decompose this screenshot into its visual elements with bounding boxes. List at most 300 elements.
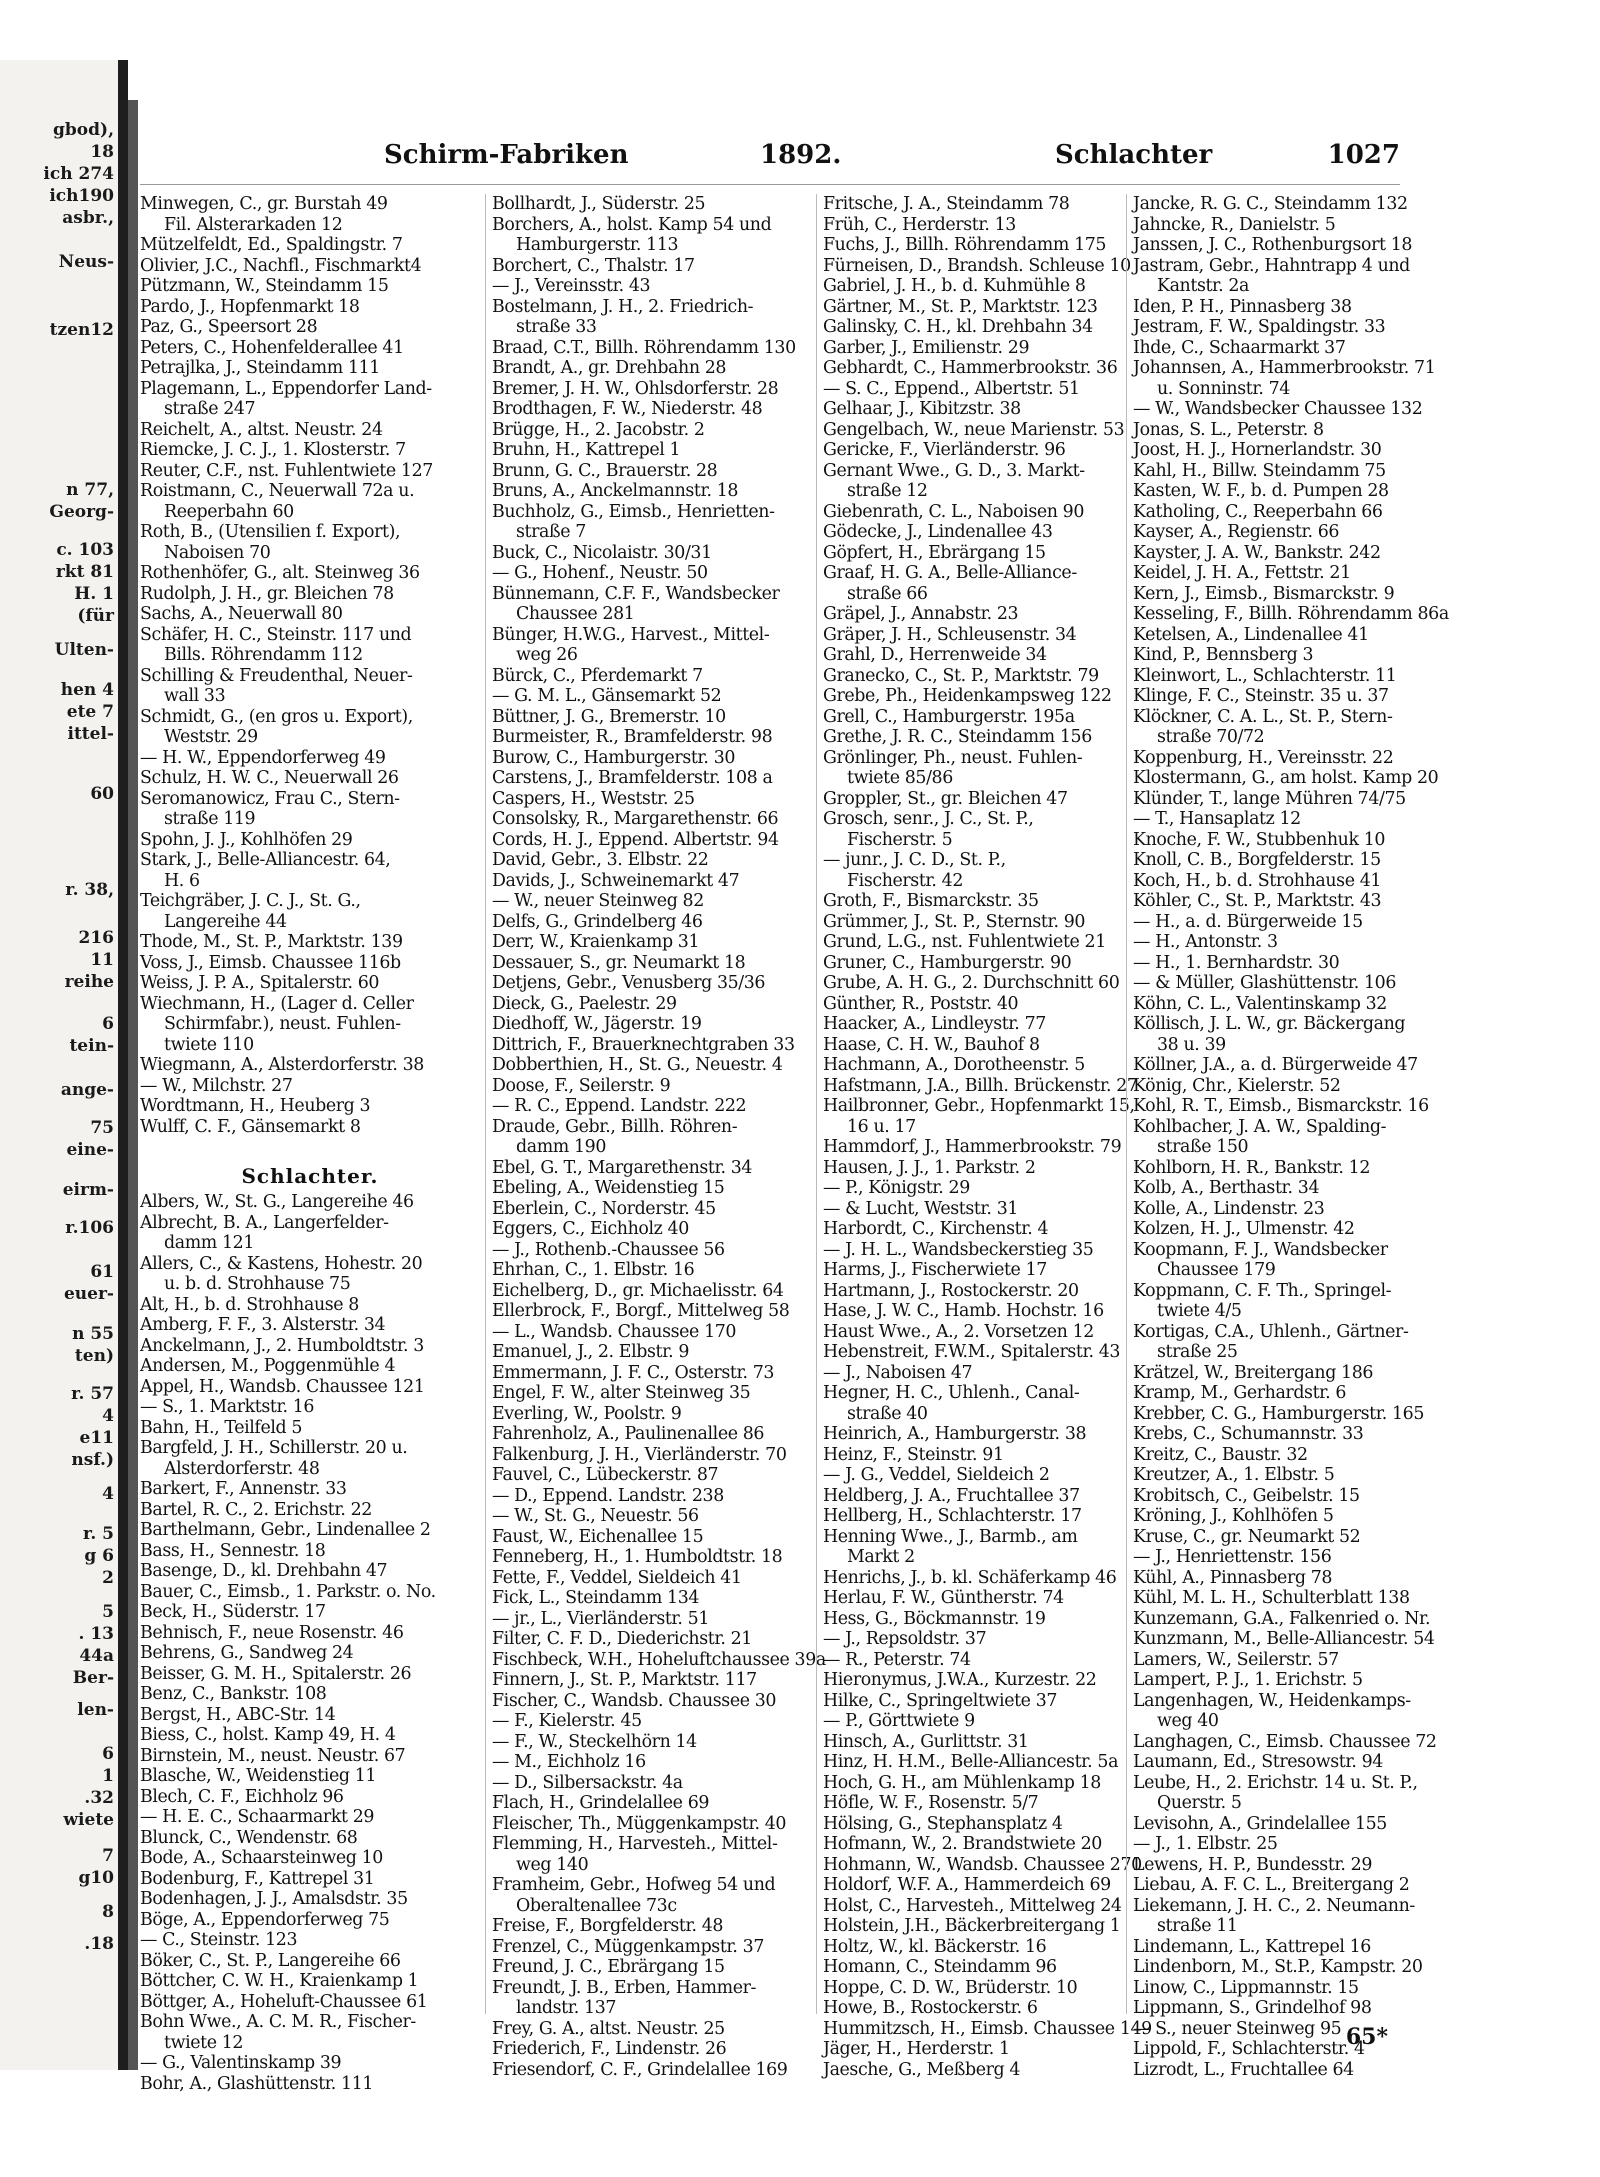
previous-page-fragment: rkt 81 <box>55 562 114 582</box>
previous-page-fragment: r.106 <box>65 1218 114 1238</box>
directory-entry-continuation: Naboisen 70 <box>164 542 271 563</box>
directory-entry: Anckelmann, J., 2. Humboldtstr. 3 <box>140 1335 424 1356</box>
directory-entry: — & Lucht, Weststr. 31 <box>823 1198 1019 1219</box>
directory-entry: Dittrich, F., Brauerknechtgraben 33 <box>492 1034 795 1055</box>
directory-entry: Giebenrath, C. L., Naboisen 90 <box>823 501 1084 522</box>
directory-entry: Voss, J., Eimsb. Chaussee 116b <box>140 952 401 973</box>
directory-entry: Bostelmann, J. H., 2. Friedrich- <box>492 296 754 317</box>
directory-entry: Kramp, M., Gerhardstr. 6 <box>1133 1383 1347 1403</box>
previous-page-fragment: euer- <box>63 1284 114 1304</box>
directory-entry: Köllner, J.A., a. d. Bürgerweide 47 <box>1133 1055 1418 1075</box>
directory-entry: Kreutzer, A., 1. Elbstr. 5 <box>1133 1465 1335 1485</box>
directory-entry: Petrajlka, J., Steindamm 111 <box>140 358 380 378</box>
directory-entry: Emmermann, J. F. C., Osterstr. 73 <box>492 1362 775 1383</box>
directory-entry: Bünger, H.W.G., Harvest., Mittel- <box>492 624 770 645</box>
directory-entry: Bürck, C., Pferdemarkt 7 <box>492 665 703 686</box>
directory-entry: Lippmann, S., Grindelhof 98 <box>1133 1998 1372 2018</box>
directory-entry: Köllisch, J. L. W., gr. Bäckergang <box>1133 1014 1406 1034</box>
directory-entry: — H., 1. Bernhardstr. 30 <box>1133 952 1340 973</box>
previous-page-fragment: 18 <box>90 142 114 162</box>
directory-entry: Lampert, P. J., 1. Erichstr. 5 <box>1133 1670 1363 1690</box>
directory-entry: Leube, H., 2. Erichstr. 14 u. St. P., <box>1133 1772 1418 1793</box>
directory-entry: Klostermann, G., am holst. Kamp 20 <box>1133 768 1439 788</box>
directory-entry: Böttger, A., Hoheluft-Chaussee 61 <box>140 1991 428 2012</box>
directory-entry: Fritsche, J. A., Steindamm 78 <box>823 194 1070 214</box>
directory-entry: Caspers, H., Weststr. 25 <box>492 788 695 809</box>
directory-entry: — J., Rothenb.-Chaussee 56 <box>492 1239 725 1260</box>
directory-entry: — S., neuer Steinweg 95 <box>1133 2018 1342 2039</box>
directory-entry: Schulz, H. W. C., Neuerwall 26 <box>140 768 399 788</box>
previous-page-fragment: r. 5 <box>82 1524 114 1544</box>
directory-entry: — S. C., Eppend., Albertstr. 51 <box>823 378 1080 399</box>
previous-page-fragment: 4 <box>102 1484 114 1504</box>
previous-page-fragment: Georg- <box>49 502 114 522</box>
directory-entry: Kayster, J. A. W., Bankstr. 242 <box>1133 542 1381 563</box>
directory-entry: Gabriel, J. H., b. d. Kuhmühle 8 <box>823 276 1086 296</box>
directory-entry: Groth, F., Bismarckstr. 35 <box>823 891 1039 911</box>
directory-entry: Grosch, senr., J. C., St. P., <box>823 809 1034 829</box>
directory-entry: Braad, C.T., Billh. Röhrendamm 130 <box>492 337 796 358</box>
directory-entry: Kesseling, F., Billh. Röhrendamm 86a <box>1133 604 1449 624</box>
directory-entry: Ketelsen, A., Lindenallee 41 <box>1133 624 1369 645</box>
directory-entry: Levisohn, A., Grindelallee 155 <box>1133 1813 1387 1834</box>
directory-entry: Grönlinger, Ph., neust. Fuhlen- <box>823 747 1083 768</box>
previous-page-fragment: (für <box>77 606 114 626</box>
directory-entry: Jancke, R. G. C., Steindamm 132 <box>1133 194 1408 214</box>
directory-entry: Gruner, C., Hamburgerstr. 90 <box>823 952 1072 973</box>
directory-entry: Grahl, D., Herrenweide 34 <box>823 645 1047 665</box>
directory-entry-continuation: Alsterdorferstr. 48 <box>164 1458 320 1479</box>
directory-entry: Kern, J., Eimsb., Bismarckstr. 9 <box>1133 583 1395 604</box>
directory-entry-continuation: weg 140 <box>516 1854 589 1875</box>
directory-entry: Draude, Gebr., Billh. Röhren- <box>492 1116 738 1137</box>
directory-entry: Jastram, Gebr., Hahntrapp 4 und <box>1133 255 1410 276</box>
directory-entry: Herlau, F. W., Güntherstr. 74 <box>823 1588 1064 1608</box>
directory-entry-continuation: weg 40 <box>1157 1711 1219 1731</box>
directory-entry-continuation: straße 66 <box>847 583 928 604</box>
directory-entry: Heinz, F., Steinstr. 91 <box>823 1444 1004 1465</box>
directory-entry: Hailbronner, Gebr., Hopfenmarkt 15, <box>823 1096 1135 1116</box>
directory-entry-continuation: Fil. Alsterarkaden 12 <box>164 214 343 235</box>
previous-page-fragment: eine- <box>66 1140 114 1160</box>
directory-entry: Blunck, C., Wendenstr. 68 <box>140 1827 358 1848</box>
directory-entry: — G., Hohenf., Neustr. 50 <box>492 563 708 583</box>
directory-entry: Gärtner, M., St. P., Marktstr. 123 <box>823 296 1098 317</box>
previous-page-fragment: eirm- <box>62 1180 114 1200</box>
directory-entry: Schmidt, G., (en gros u. Export), <box>140 706 413 727</box>
directory-entry: Hammdorf, J., Hammerbrookstr. 79 <box>823 1137 1122 1157</box>
directory-entry: Lippold, F., Schlachterstr. 4 <box>1133 2039 1365 2059</box>
page-number: 1027 <box>1327 140 1400 170</box>
directory-entry: Grümmer, J., St. P., Sternstr. 90 <box>823 911 1086 932</box>
directory-entry: Seromanowicz, Frau C., Stern- <box>140 788 400 809</box>
directory-entry: Hafstmann, J.A., Billh. Brückenstr. 27 <box>823 1075 1138 1096</box>
previous-page-fragment: 2 <box>102 1568 114 1588</box>
directory-entry-continuation: Chaussee 281 <box>516 604 635 624</box>
directory-entry: — J. H. L., Wandsbeckerstieg 35 <box>823 1239 1094 1260</box>
directory-entry: Howe, B., Rostockerstr. 6 <box>823 1998 1038 2018</box>
directory-entry: Hachmann, A., Dorotheenstr. 5 <box>823 1055 1085 1075</box>
directory-entry: — jr., L., Vierländerstr. 51 <box>492 1608 710 1629</box>
directory-entry: Johannsen, A., Hammerbrookstr. 71 <box>1133 358 1436 378</box>
directory-entry: Hinsch, A., Gurlittstr. 31 <box>823 1731 1029 1752</box>
directory-entry: Andersen, M., Poggenmühle 4 <box>140 1356 396 1376</box>
directory-entry: Fahrenholz, A., Paulinenallee 86 <box>492 1424 765 1444</box>
previous-page-fragment: e11 <box>79 1428 114 1448</box>
directory-entry: Dessauer, S., gr. Neumarkt 18 <box>492 952 746 973</box>
directory-entry: Blasche, W., Weidenstieg 11 <box>140 1766 377 1786</box>
directory-entry: Koch, H., b. d. Strohhause 41 <box>1133 870 1382 891</box>
directory-entry: Bollhardt, J., Süderstr. 25 <box>492 194 706 214</box>
directory-entry: — W., Wandsbecker Chaussee 132 <box>1133 399 1423 419</box>
directory-entry: Jaesche, G., Meßberg 4 <box>823 2059 1021 2080</box>
directory-entry: Dieck, G., Paelestr. 29 <box>492 993 677 1014</box>
previous-page-fragment: 4 <box>102 1406 114 1426</box>
directory-entry: Bohr, A., Glashüttenstr. 111 <box>140 2073 374 2094</box>
directory-entry: Krebs, C., Schumannstr. 33 <box>1133 1424 1364 1444</box>
directory-entry: — H. E. C., Schaarmarkt 29 <box>140 1807 375 1827</box>
directory-entry-continuation: straße 7 <box>516 522 586 542</box>
directory-entry: Henning Wwe., J., Barmb., am <box>823 1526 1078 1547</box>
directory-entry: Carstens, J., Bramfelderstr. 108 a <box>492 768 773 788</box>
directory-entry: Fischer, C., Wandsb. Chaussee 30 <box>492 1690 777 1711</box>
directory-entry: Framheim, Gebr., Hofweg 54 und <box>492 1875 776 1895</box>
directory-entry: Fürneisen, D., Brandsh. Schleuse 10 <box>823 255 1131 276</box>
directory-entry-continuation: straße 119 <box>164 809 256 829</box>
directory-entry: Olivier, J.C., Nachfl., Fischmarkt4 <box>140 255 422 276</box>
directory-entry: Ebel, G. T., Margarethenstr. 34 <box>492 1157 753 1178</box>
header-year: 1892. <box>760 140 842 170</box>
directory-entry: Schilling & Freudenthal, Neuer- <box>140 665 413 686</box>
directory-entry: Eggers, C., Eichholz 40 <box>492 1219 689 1239</box>
directory-entry: Brodthagen, F. W., Niederstr. 48 <box>492 399 763 419</box>
previous-page-fragment: tein- <box>69 1036 114 1056</box>
previous-page-fragment: 61 <box>90 1262 114 1282</box>
directory-entry: Kortigas, C.A., Uhlenh., Gärtner- <box>1133 1321 1409 1342</box>
directory-entry: Klünder, T., lange Mühren 74/75 <box>1133 788 1406 809</box>
directory-entry: Fischbeck, W.H., Hoheluftchaussee 39a <box>492 1649 826 1670</box>
directory-entry: Brügge, H., 2. Jacobstr. 2 <box>492 419 705 440</box>
directory-entry: — P., Görttwiete 9 <box>823 1711 975 1731</box>
directory-entry: Garber, J., Emilienstr. 29 <box>823 337 1030 358</box>
directory-entry: — S., 1. Marktstr. 16 <box>140 1397 315 1417</box>
previous-page-fragment: 75 <box>90 1118 114 1138</box>
directory-entry: Beck, H., Süderstr. 17 <box>140 1602 326 1622</box>
directory-entry: Behrens, G., Sandweg 24 <box>140 1643 354 1663</box>
directory-entry: Fuchs, J., Billh. Röhrendamm 175 <box>823 235 1107 255</box>
directory-entry: Hinz, H. H.M., Belle-Alliancestr. 5a <box>823 1752 1119 1772</box>
directory-entry-continuation: Chaussee 179 <box>1157 1260 1276 1280</box>
directory-entry: Holdorf, W.F. A., Hammerdeich 69 <box>823 1875 1111 1895</box>
directory-entry: Beisser, G. M. H., Spitalerstr. 26 <box>140 1663 412 1684</box>
directory-entry: Haacker, A., Lindleystr. 77 <box>823 1014 1046 1034</box>
directory-entry: — C., Steinstr. 123 <box>140 1930 298 1950</box>
directory-entry: Bahn, H., Teilfeld 5 <box>140 1417 303 1438</box>
directory-entry: Hummitzsch, H., Eimsb. Chaussee 149 <box>823 2018 1152 2039</box>
directory-entry: Allers, C., & Kastens, Hohestr. 20 <box>140 1253 423 1274</box>
directory-entry: Alt, H., b. d. Strohhause 8 <box>140 1294 359 1315</box>
directory-entry: Roistmann, C., Neuerwall 72a u. <box>140 481 415 501</box>
directory-entry: — & Müller, Glashüttenstr. 106 <box>1133 973 1396 993</box>
running-header <box>140 140 1400 180</box>
previous-page-fragment: c. 103 <box>56 540 114 560</box>
directory-entry: König, Chr., Kielerstr. 52 <box>1133 1075 1341 1096</box>
previous-page-fragment: tzen12 <box>49 320 114 340</box>
directory-entry-continuation: twiete 110 <box>164 1034 254 1055</box>
directory-entry: Eichelberg, D., gr. Michaelisstr. 64 <box>492 1280 784 1301</box>
directory-entry: Bartel, R. C., 2. Erichstr. 22 <box>140 1499 372 1520</box>
directory-entry: Spohn, J. J., Kohlhöfen 29 <box>140 829 353 850</box>
directory-entry: Friesendorf, C. F., Grindelallee 169 <box>492 2059 788 2080</box>
directory-entry: — H. W., Eppendorferweg 49 <box>140 747 386 768</box>
directory-entry: Albers, W., St. G., Langereihe 46 <box>140 1192 414 1212</box>
directory-entry: Pardo, J., Hopfenmarkt 18 <box>140 296 360 317</box>
directory-entry: Böker, C., St. P., Langereihe 66 <box>140 1950 401 1971</box>
directory-entry: Bode, A., Schaarsteinweg 10 <box>140 1848 383 1868</box>
directory-entry: Gernant Wwe., G. D., 3. Markt- <box>823 460 1085 481</box>
directory-entry-continuation: damm 121 <box>164 1233 255 1253</box>
directory-entry: Rudolph, J. H., gr. Bleichen 78 <box>140 583 394 604</box>
directory-entry: Filter, C. F. D., Diederichstr. 21 <box>492 1629 752 1649</box>
header-right-category: Schlachter <box>1055 140 1213 170</box>
directory-entry: Plagemann, L., Eppendorfer Land- <box>140 378 432 399</box>
directory-entry: — J., Naboisen 47 <box>823 1362 973 1383</box>
directory-entry: Kreitz, C., Baustr. 32 <box>1133 1444 1308 1465</box>
directory-entry: Wiegmann, A., Alsterdorferstr. 38 <box>140 1055 424 1075</box>
directory-entry: Thode, M., St. P., Marktstr. 139 <box>140 932 403 952</box>
directory-entry: Liebau, A. F. C. L., Breitergang 2 <box>1133 1875 1410 1895</box>
previous-page-fragment: 5 <box>102 1602 114 1622</box>
directory-entry: Holst, C., Harvesteh., Mittelweg 24 <box>823 1895 1122 1916</box>
directory-entry: Jestram, F. W., Spaldingstr. 33 <box>1133 317 1386 337</box>
directory-entry: Böge, A., Eppendorferweg 75 <box>140 1909 390 1930</box>
directory-entry: Grethe, J. R. C., Steindamm 156 <box>823 727 1092 747</box>
directory-entry: Langhagen, C., Eimsb. Chaussee 72 <box>1133 1731 1437 1752</box>
directory-entry-continuation: H. 6 <box>164 870 200 891</box>
directory-entry: Borchert, C., Thalstr. 17 <box>492 255 695 276</box>
directory-entry: Laumann, Ed., Stresowstr. 94 <box>1133 1752 1383 1772</box>
directory-entry: Riemcke, J. C. J., 1. Klosterstr. 7 <box>140 440 406 460</box>
directory-entry: Fenneberg, H., 1. Humboldtstr. 18 <box>492 1547 783 1567</box>
previous-page-fragment: hen 4 <box>60 680 114 700</box>
directory-entry: Hilke, C., Springeltwiete 37 <box>823 1690 1058 1711</box>
directory-entry: Weiss, J. P. A., Spitalerstr. 60 <box>140 973 380 993</box>
directory-column-1 <box>140 194 480 2094</box>
directory-entry: Fleischer, Th., Müggenkampstr. 40 <box>492 1813 787 1834</box>
directory-entry: Reichelt, A., altst. Neustr. 24 <box>140 419 383 440</box>
directory-entry: Stark, J., Belle-Alliancestr. 64, <box>140 850 391 870</box>
directory-entry-continuation: damm 190 <box>516 1137 607 1157</box>
directory-entry: Roth, B., (Utensilien f. Export), <box>140 522 401 542</box>
directory-entry: Hieronymus, J.W.A., Kurzestr. 22 <box>823 1670 1097 1690</box>
directory-entry: Appel, H., Wandsb. Chaussee 121 <box>140 1376 425 1397</box>
directory-entry: Kühl, M. L. H., Schulterblatt 138 <box>1133 1588 1410 1608</box>
previous-page-fragment: g10 <box>78 1868 114 1888</box>
directory-entry: Dobberthien, H., St. G., Neuestr. 4 <box>492 1055 783 1075</box>
directory-entry: Benz, C., Bankstr. 108 <box>140 1684 327 1704</box>
directory-entry: Kunzemann, G.A., Falkenried o. Nr. <box>1133 1608 1431 1629</box>
spacer <box>140 1137 480 1158</box>
directory-entry: Albrecht, B. A., Langerfelder- <box>140 1212 389 1233</box>
directory-entry: Koppenburg, H., Vereinsstr. 22 <box>1133 747 1394 768</box>
directory-entry: Emanuel, J., 2. Elbstr. 9 <box>492 1342 690 1362</box>
section-heading: Schlachter. <box>241 1163 379 1188</box>
directory-entry-continuation: Kantstr. 2a <box>1157 276 1249 296</box>
directory-entry: Grund, L.G., nst. Fuhlentwiete 21 <box>823 932 1106 952</box>
directory-entry: — G. M. L., Gänsemarkt 52 <box>492 686 722 706</box>
directory-entry: Hase, J. W. C., Hamb. Hochstr. 16 <box>823 1301 1104 1321</box>
directory-entry: Hebenstreit, F.W.M., Spitalerstr. 43 <box>823 1342 1121 1362</box>
previous-page-fragment: ich190 <box>49 186 114 206</box>
directory-entry: Heinrich, A., Hamburgerstr. 38 <box>823 1424 1087 1444</box>
directory-entry: Kolzen, H. J., Ulmenstr. 42 <box>1133 1219 1355 1239</box>
directory-entry: Grell, C., Hamburgerstr. 195a <box>823 706 1075 727</box>
directory-entry: Gebhardt, C., Hammerbrookstr. 36 <box>823 358 1118 378</box>
directory-entry: — J., Vereinsstr. 43 <box>492 276 651 296</box>
previous-page-fragment: gbod), <box>53 120 114 140</box>
directory-column-4 <box>1126 194 1449 2080</box>
directory-entry: Doose, F., Seilerstr. 9 <box>492 1075 671 1096</box>
directory-entry-continuation: straße 150 <box>1157 1137 1249 1157</box>
directory-entry: Klinge, F. C., Steinstr. 35 u. 37 <box>1133 686 1389 706</box>
directory-entry: Göpfert, H., Ebrärgang 15 <box>823 542 1046 563</box>
directory-entry-continuation: 16 u. 17 <box>847 1116 916 1137</box>
directory-entry: — D., Eppend. Landstr. 238 <box>492 1485 724 1506</box>
previous-page-fragment: r. 38, <box>65 880 114 900</box>
previous-page-fragment: ete 7 <box>66 702 114 722</box>
directory-entry: Hohmann, W., Wandsb. Chaussee 270 <box>823 1854 1142 1875</box>
directory-entry: Bünnemann, C.F. F., Wandsbecker <box>492 583 780 604</box>
directory-entry: Joost, H. J., Hornerlandstr. 30 <box>1133 440 1382 460</box>
directory-entry: Ihde, C., Schaarmarkt 37 <box>1133 337 1346 358</box>
directory-entry: Biess, C., holst. Kamp 49, H. 4 <box>140 1725 396 1745</box>
directory-columns <box>140 194 1449 2094</box>
directory-entry: Ellerbrock, F., Borgf., Mittelweg 58 <box>492 1301 790 1321</box>
directory-entry-continuation: Fischerstr. 5 <box>847 829 953 850</box>
header-left-category: Schirm-Fabriken <box>384 140 629 170</box>
signature-mark: 65* <box>1345 2024 1388 2050</box>
directory-entry: Frenzel, C., Müggenkampstr. 37 <box>492 1936 765 1957</box>
directory-entry: — R. C., Eppend. Landstr. 222 <box>492 1096 747 1116</box>
directory-entry: Lindemann, L., Kattrepel 16 <box>1133 1936 1371 1957</box>
directory-entry: Pützmann, W., Steindamm 15 <box>140 276 389 296</box>
directory-entry-continuation: straße 25 <box>1157 1342 1238 1362</box>
directory-entry: Buchholz, G., Eimsb., Henrietten- <box>492 501 775 522</box>
directory-page <box>140 120 1449 2094</box>
directory-entry: Haust Wwe., A., 2. Vorsetzen 12 <box>823 1321 1094 1342</box>
directory-entry: — F., Kielerstr. 45 <box>492 1711 642 1731</box>
directory-entry: — R., Peterstr. 74 <box>823 1649 971 1670</box>
directory-entry: Grube, A. H. G., 2. Durchschnitt 60 <box>823 973 1120 993</box>
directory-column-3 <box>816 194 1152 2080</box>
directory-entry: Janssen, J. C., Rothenburgsort 18 <box>1133 235 1413 255</box>
previous-page-fragment: 6 <box>102 1744 114 1764</box>
directory-entry: Gräper, J. H., Schleusenstr. 34 <box>823 624 1077 645</box>
directory-entry: Bruns, A., Anckelmannstr. 18 <box>492 481 739 501</box>
directory-entry: Blech, C. F., Eichholz 96 <box>140 1786 344 1807</box>
directory-entry: Höfle, W. F., Rosenstr. 5/7 <box>823 1793 1039 1813</box>
directory-entry: Fette, F., Veddel, Sieldeich 41 <box>492 1567 742 1588</box>
directory-entry: Hess, G., Böckmannstr. 19 <box>823 1608 1046 1629</box>
directory-entry: Hoch, G. H., am Mühlenkamp 18 <box>823 1772 1101 1793</box>
directory-entry: Kohlborn, H. R., Bankstr. 12 <box>1133 1157 1371 1178</box>
directory-entry: Bargfeld, J. H., Schillerstr. 20 u. <box>140 1438 408 1458</box>
directory-entry-continuation: u. Sonninstr. 74 <box>1157 378 1290 399</box>
directory-entry: Wulff, C. F., Gänsemarkt 8 <box>140 1116 361 1137</box>
previous-page-fragment: nsf.) <box>71 1450 114 1470</box>
directory-entry: Knoche, F. W., Stubbenhuk 10 <box>1133 829 1386 850</box>
directory-entry: Kolb, A., Berthastr. 34 <box>1133 1178 1320 1198</box>
directory-entry: Hofmann, W., 2. Brandstwiete 20 <box>823 1834 1102 1854</box>
directory-entry: Bruhn, H., Kattrepel 1 <box>492 440 681 460</box>
directory-entry: Granecko, C., St. P., Marktstr. 79 <box>823 665 1099 686</box>
previous-page-fragment: len- <box>77 1700 114 1720</box>
directory-entry: Kühl, A., Pinnasberg 78 <box>1133 1567 1333 1588</box>
directory-entry: Bremer, J. H. W., Ohlsdorferstr. 28 <box>492 378 779 399</box>
directory-entry: Krobitsch, C., Geibelstr. 15 <box>1133 1485 1360 1506</box>
previous-page-fragment: ange- <box>60 1080 114 1100</box>
directory-entry-continuation: straße 33 <box>516 317 597 337</box>
directory-entry: Derr, W., Kraienkamp 31 <box>492 932 700 952</box>
directory-entry: Klöckner, C. A. L., St. P., Stern- <box>1133 706 1393 727</box>
directory-entry: Hellberg, H., Schlachterstr. 17 <box>823 1506 1082 1526</box>
directory-entry: Liekemann, J. H. C., 2. Neumann- <box>1133 1895 1415 1916</box>
directory-entry-continuation: straße 40 <box>847 1403 928 1424</box>
previous-page-fragment: H. 1 <box>74 584 114 604</box>
directory-entry: Hegner, H. C., Uhlenh., Canal- <box>823 1383 1080 1403</box>
previous-page-margin <box>0 60 128 2070</box>
directory-entry: Gelhaar, J., Kibitzstr. 38 <box>823 399 1021 419</box>
previous-page-fragment: ittel- <box>67 724 114 744</box>
directory-entry: Kohlbacher, J. A. W., Spalding- <box>1133 1116 1387 1137</box>
previous-page-fragment: wiete <box>63 1810 114 1830</box>
previous-page-fragment: Ulten- <box>54 640 114 660</box>
directory-entry: — J., 1. Elbstr. 25 <box>1133 1834 1278 1854</box>
directory-entry: Langenhagen, W., Heidenkamps- <box>1133 1690 1411 1711</box>
directory-entry-continuation: landstr. 137 <box>516 1998 617 2018</box>
previous-page-fragment: .18 <box>84 1934 114 1954</box>
directory-entry: — P., Königstr. 29 <box>823 1178 970 1198</box>
directory-entry: Koopmann, F. J., Wandsbecker <box>1133 1239 1388 1260</box>
previous-page-fragment: asbr., <box>62 208 114 228</box>
directory-entry: — M., Eichholz 16 <box>492 1752 646 1772</box>
directory-entry: Kleinwort, L., Schlachterstr. 11 <box>1133 665 1397 686</box>
directory-entry: Fauvel, C., Lübeckerstr. 87 <box>492 1465 719 1485</box>
directory-entry: Teichgräber, J. C. J., St. G., <box>140 891 361 911</box>
directory-entry: Detjens, Gebr., Venusberg 35/36 <box>492 973 766 993</box>
directory-column-2 <box>485 194 826 2080</box>
directory-entry: Fick, L., Steindamm 134 <box>492 1588 700 1608</box>
directory-entry: — G., Valentinskamp 39 <box>140 2053 342 2073</box>
directory-entry: — J., Henriettenstr. 156 <box>1133 1547 1332 1567</box>
directory-entry: Burow, C., Hamburgerstr. 30 <box>492 747 736 768</box>
directory-entry: Diedhoff, W., Jägerstr. 19 <box>492 1014 702 1034</box>
directory-entry-continuation: Bills. Röhrendamm 112 <box>164 645 363 665</box>
directory-entry: — W., neuer Steinweg 82 <box>492 891 704 911</box>
previous-page-fragment: 216 <box>78 928 114 948</box>
directory-entry: Jäger, H., Herderstr. 1 <box>823 2039 1010 2059</box>
previous-page-fragment: 11 <box>90 950 114 970</box>
directory-entry-continuation: straße 11 <box>1157 1916 1238 1936</box>
directory-entry: Gräpel, J., Annabstr. 23 <box>823 604 1019 624</box>
directory-entry: Kahl, H., Billw. Steindamm 75 <box>1133 460 1386 481</box>
directory-entry: Kohl, R. T., Eimsb., Bismarckstr. 16 <box>1133 1096 1429 1116</box>
directory-entry: Bauer, C., Eimsb., 1. Parkstr. o. No. <box>140 1581 436 1602</box>
directory-entry: Galinsky, C. H., kl. Drehbahn 34 <box>823 317 1093 337</box>
directory-entry: Schäfer, H. C., Steinstr. 117 und <box>140 624 412 645</box>
directory-entry: — W., Milchstr. 27 <box>140 1075 293 1096</box>
previous-page-fragment: ich 274 <box>43 164 114 184</box>
